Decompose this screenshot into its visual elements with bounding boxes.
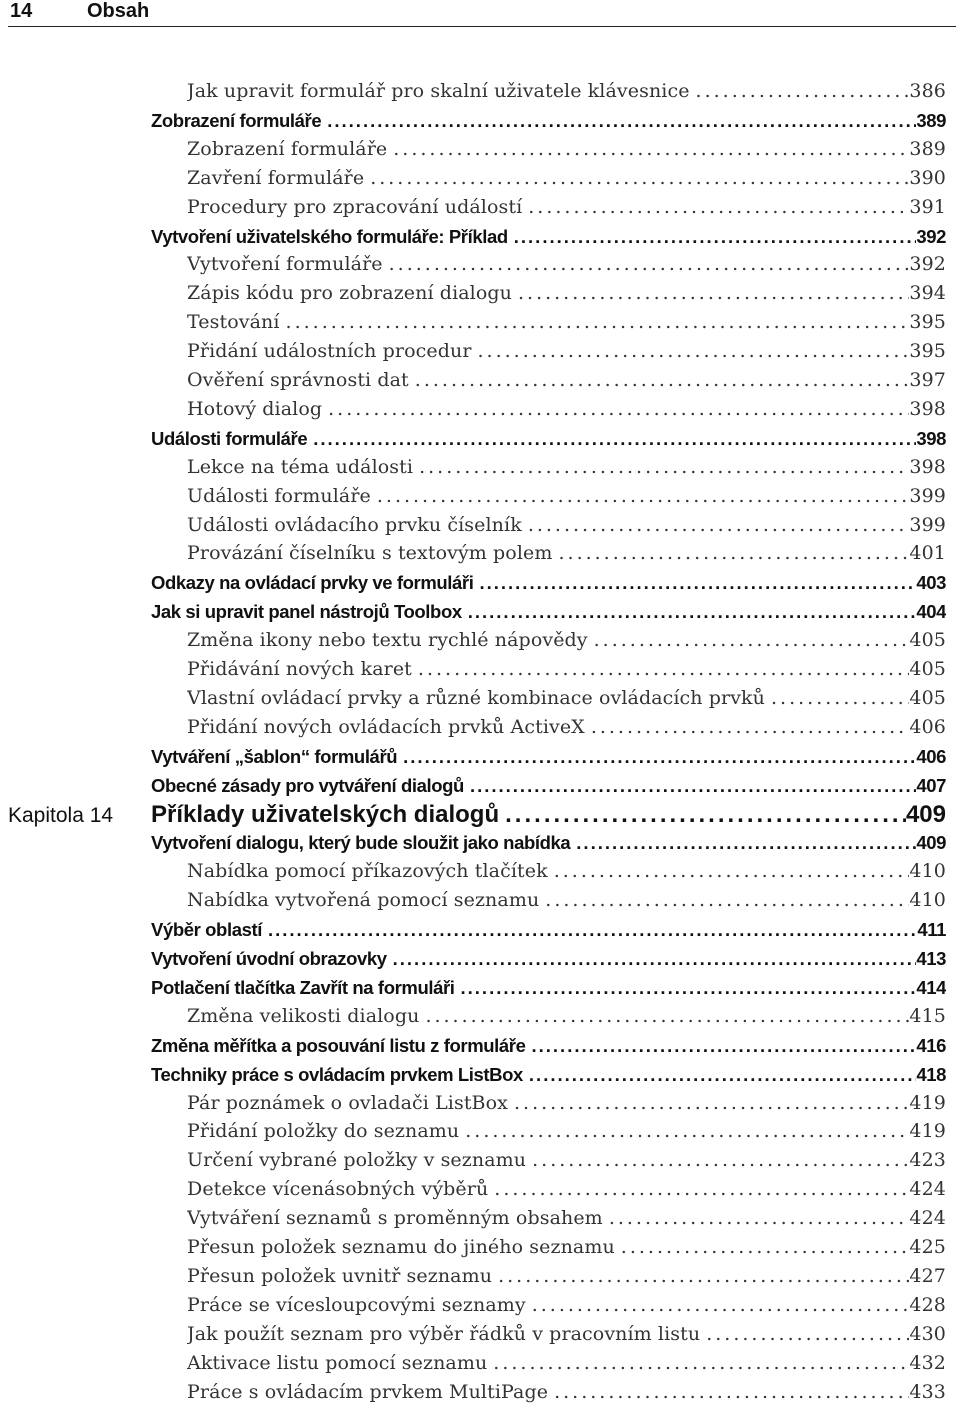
dot-leader — [478, 337, 910, 366]
dot-leader — [594, 626, 910, 655]
toc-entry-page: 411 — [917, 919, 946, 941]
dot-leader — [327, 106, 916, 135]
toc-subsection-row — [0, 1378, 960, 1407]
toc-entry[interactable] — [151, 944, 946, 973]
toc-subsection-row — [0, 77, 960, 106]
dot-leader — [313, 424, 916, 453]
toc-entry-title: Zobrazení formuláře — [151, 109, 322, 131]
toc-entry[interactable] — [187, 655, 946, 684]
toc-entry[interactable] — [151, 1060, 946, 1089]
toc-entry[interactable] — [187, 1089, 946, 1118]
dot-leader — [465, 1117, 909, 1146]
dot-leader — [514, 1089, 909, 1118]
toc-entry-page: 394 — [909, 282, 946, 305]
dot-leader — [425, 1002, 909, 1031]
toc-entry-title: Vytvoření úvodní obrazovky — [151, 948, 387, 969]
page-number: 14 — [10, 0, 33, 22]
toc-entry-page: 410 — [909, 889, 946, 912]
toc-entry-page: 428 — [909, 1293, 946, 1316]
dot-leader — [468, 597, 917, 626]
toc-entry[interactable] — [187, 1002, 946, 1031]
toc-subsection-row — [0, 1349, 960, 1378]
dot-leader — [554, 857, 910, 886]
toc-subsection-row — [0, 1233, 960, 1262]
toc-entry-page: 404 — [916, 601, 946, 623]
toc-entry-page: 409 — [905, 800, 946, 828]
toc-entry-page: 406 — [916, 745, 946, 767]
toc-entry-title: Zápis kódu pro zobrazení dialogu — [187, 282, 512, 305]
toc-entry-title: Detekce vícenásobných výběrů — [187, 1178, 489, 1201]
toc-entry-page: 392 — [916, 225, 946, 247]
toc-entry-page: 397 — [909, 369, 946, 391]
toc-entry-title: Vytvoření uživatelského formuláře: Příklad — [151, 225, 508, 247]
toc-subsection-row — [0, 366, 960, 395]
toc-entry-title: Změna velikosti dialogu — [187, 1004, 420, 1027]
toc-subsection-row — [0, 135, 960, 164]
toc-entry-title: Jak použít seznam pro výběr řádků v pracovním listu — [187, 1322, 701, 1345]
dot-leader — [328, 395, 909, 424]
toc-entry-page: 418 — [916, 1063, 946, 1085]
toc-entry-title: Nabídka pomocí příkazových tlačítek — [187, 860, 548, 883]
toc-entry-title: Události formuláře — [187, 484, 371, 507]
toc-entry-page: 419 — [909, 1091, 946, 1114]
toc-subsection-row — [0, 164, 960, 193]
toc-entry-title: Ověření správnosti dat — [187, 369, 409, 391]
dot-leader — [498, 1262, 909, 1291]
toc-entry[interactable] — [187, 1117, 946, 1146]
dot-leader — [377, 482, 910, 511]
toc-subsection-row — [0, 1262, 960, 1291]
toc-subsection-row — [0, 511, 960, 540]
header-rule — [8, 26, 956, 27]
toc-subsection-row — [0, 1204, 960, 1233]
toc-entry-page: 405 — [909, 658, 946, 680]
toc-entry[interactable] — [151, 106, 946, 135]
toc-entry-title: Odkazy na ovládací prvky ve formuláři — [151, 572, 474, 594]
dot-leader — [529, 1060, 916, 1089]
toc-entry[interactable] — [187, 511, 946, 540]
toc-entry[interactable] — [151, 915, 946, 944]
toc-entry-page: 395 — [909, 340, 946, 363]
toc-section-row — [0, 771, 960, 800]
toc-entry[interactable] — [187, 857, 946, 886]
toc-entry-page: 407 — [916, 774, 946, 796]
toc-entry[interactable] — [151, 742, 946, 771]
toc-entry[interactable] — [151, 222, 946, 251]
toc-chapter-row — [0, 800, 960, 829]
toc-subsection-row — [0, 655, 960, 684]
toc-entry[interactable] — [187, 77, 946, 106]
toc-entry-page: 410 — [909, 860, 946, 883]
toc-entry[interactable] — [187, 308, 946, 337]
toc-entry-page: 425 — [909, 1236, 946, 1258]
dot-leader — [415, 366, 910, 395]
toc-entry[interactable] — [187, 539, 946, 568]
dot-leader — [461, 973, 917, 1002]
toc-subsection-row — [0, 453, 960, 482]
toc-entry[interactable] — [187, 250, 946, 279]
toc-entry[interactable] — [187, 135, 946, 164]
toc-entry[interactable] — [187, 1146, 946, 1175]
dot-leader — [696, 77, 910, 106]
toc-entry-page: 395 — [909, 311, 946, 334]
toc-entry-page: 386 — [909, 80, 946, 102]
dot-leader — [771, 684, 909, 713]
toc-entry-page: 427 — [909, 1264, 946, 1287]
toc-section-row — [0, 424, 960, 453]
toc-entry-title: Události formuláře — [151, 427, 308, 449]
toc-entry-title: Přidávání nových karet — [187, 658, 412, 680]
toc-entry-page: 399 — [909, 513, 946, 536]
toc-entry-title: Lekce na téma události — [187, 455, 414, 478]
dot-leader — [419, 453, 909, 482]
toc-section-row — [0, 973, 960, 1002]
toc-entry-page: 405 — [909, 686, 946, 709]
toc-entry[interactable] — [151, 771, 946, 800]
dot-leader — [505, 800, 906, 829]
toc-entry[interactable] — [151, 973, 946, 1002]
dot-leader — [268, 915, 917, 944]
toc-entry-page: 424 — [909, 1207, 946, 1230]
toc-entry[interactable] — [187, 886, 946, 915]
toc-entry-title: Hotový dialog — [187, 397, 323, 420]
dot-leader — [389, 250, 910, 279]
toc-entry-page: 403 — [916, 572, 946, 594]
toc-subsection-row — [0, 308, 960, 337]
toc-entry[interactable] — [187, 279, 946, 308]
dot-leader — [528, 193, 909, 222]
toc-entry-page: 406 — [909, 715, 946, 738]
dot-leader — [493, 1349, 909, 1378]
dot-leader — [576, 828, 916, 857]
toc-subsection-row — [0, 337, 960, 366]
toc-entry-page: 392 — [909, 253, 946, 276]
toc-entry-title: Práce se vícesloupcovými seznamy — [187, 1293, 526, 1316]
toc-entry[interactable] — [187, 1291, 946, 1320]
dot-leader — [532, 1291, 910, 1320]
toc-subsection-row — [0, 193, 960, 222]
toc-section-row — [0, 568, 960, 597]
toc-entry-page: 415 — [909, 1004, 946, 1027]
toc-entry-title: Příklady uživatelských dialogů — [151, 800, 500, 828]
toc-subsection-row — [0, 626, 960, 655]
toc-entry-page: 401 — [909, 542, 946, 565]
toc-entry-title: Testování — [187, 311, 280, 334]
toc-entry-page: 409 — [916, 832, 946, 854]
toc-entry-page: 414 — [916, 976, 946, 998]
dot-leader — [518, 279, 909, 308]
toc-entry-page: 423 — [909, 1149, 946, 1172]
toc-entry-title: Nabídka vytvořená pomocí seznamu — [187, 889, 540, 912]
dot-leader — [370, 164, 909, 193]
toc-entry-page: 419 — [909, 1120, 946, 1143]
toc-entry[interactable] — [187, 366, 946, 395]
dot-leader — [393, 135, 909, 164]
toc-entry-title: Změna měřítka a posouvání listu z formuláře — [151, 1034, 526, 1056]
toc-section-row — [0, 828, 960, 857]
toc-entry-title: Vytváření seznamů s proměnným obsahem — [187, 1207, 603, 1230]
toc-entry[interactable] — [187, 1233, 946, 1262]
toc-subsection-row — [0, 1002, 960, 1031]
dot-leader — [532, 1031, 917, 1060]
toc-subsection-row — [0, 1320, 960, 1349]
toc-section-row — [0, 106, 960, 135]
toc-entry-title: Pár poznámek o ovladači ListBox — [187, 1091, 508, 1114]
toc-subsection-row — [0, 395, 960, 424]
toc-entry[interactable] — [187, 453, 946, 482]
dot-leader — [706, 1320, 909, 1349]
toc-entry-title: Přidání nových ovládacích prvků ActiveX — [187, 715, 585, 738]
toc-entry[interactable] — [151, 568, 946, 597]
toc-entry-page: 390 — [909, 166, 946, 189]
toc-entry-title: Přidání událostních procedur — [187, 340, 472, 363]
toc-subsection-row — [0, 1146, 960, 1175]
toc-subsection-row — [0, 713, 960, 742]
toc-section-row — [0, 1060, 960, 1089]
toc-entry[interactable] — [151, 1031, 946, 1060]
dot-leader — [403, 742, 916, 771]
toc-entry-title: Aktivace listu pomocí seznamu — [187, 1351, 488, 1374]
toc-entry-title: Zobrazení formuláře — [187, 137, 388, 160]
toc-entry-title: Určení vybrané položky v seznamu — [187, 1149, 527, 1172]
toc-entry[interactable] — [187, 395, 946, 424]
toc-entry-title: Výběr oblastí — [151, 919, 262, 941]
toc-section-row — [0, 1031, 960, 1060]
section-title: Obsah — [87, 0, 150, 22]
toc-section-row — [0, 222, 960, 251]
toc-entry-page: 416 — [916, 1034, 946, 1056]
toc-entry[interactable] — [187, 193, 946, 222]
dot-leader — [558, 539, 909, 568]
dot-leader — [514, 222, 917, 251]
toc-entry-page: 398 — [909, 397, 946, 420]
toc-entry[interactable] — [187, 1175, 946, 1204]
toc-entry-title: Vlastní ovládací prvky a různé kombinace ovládacích prvků — [187, 686, 766, 709]
toc-entry-title: Zavření formuláře — [187, 166, 365, 189]
toc-entry[interactable] — [187, 164, 946, 193]
toc-subsection-row — [0, 1175, 960, 1204]
toc-subsection-row — [0, 279, 960, 308]
toc-section-row — [0, 742, 960, 771]
toc-entry-page: 433 — [909, 1380, 946, 1403]
dot-leader — [545, 886, 909, 915]
toc-entry-page: 424 — [909, 1178, 946, 1201]
toc-entry-page: 405 — [909, 629, 946, 652]
toc-entry-page: 432 — [909, 1351, 946, 1374]
toc-entry-page: 430 — [909, 1322, 946, 1345]
dot-leader — [470, 771, 916, 800]
toc-subsection-row — [0, 539, 960, 568]
toc-section-row — [0, 915, 960, 944]
toc-entry-title: Práce s ovládacím prvkem MultiPage — [187, 1380, 549, 1403]
toc-subsection-row — [0, 1117, 960, 1146]
toc-subsection-row — [0, 886, 960, 915]
toc-entry-title: Přesun položek seznamu do jiného seznamu — [187, 1236, 615, 1258]
toc-entry-page: 391 — [909, 195, 946, 218]
toc-entry-page: 399 — [909, 484, 946, 507]
dot-leader — [393, 944, 917, 973]
toc-entry-title: Vytvoření formuláře — [187, 253, 383, 276]
toc-entry-page: 398 — [909, 455, 946, 478]
dot-leader — [554, 1378, 909, 1407]
toc-entry-title: Vytváření „šablon“ formulářů — [151, 745, 398, 767]
toc-subsection-row — [0, 857, 960, 886]
toc-entry[interactable] — [151, 424, 946, 453]
toc-subsection-row — [0, 1089, 960, 1118]
toc-entry-page: 389 — [909, 137, 946, 160]
toc-entry[interactable] — [187, 626, 946, 655]
toc-entry[interactable] — [187, 684, 946, 713]
toc-entry-title: Jak upravit formulář pro skalní uživatele klávesnice — [187, 80, 690, 102]
toc-subsection-row — [0, 684, 960, 713]
toc-entry-title: Události ovládacího prvku číselník — [187, 513, 522, 536]
toc-entry[interactable] — [187, 1320, 946, 1349]
toc-entry-title: Procedury pro zpracování událostí — [187, 195, 523, 218]
toc-section-row — [0, 597, 960, 626]
dot-leader — [609, 1204, 910, 1233]
toc-entry-title: Provázání číselníku s textovým polem — [187, 542, 553, 565]
dot-leader — [532, 1146, 909, 1175]
page-header — [8, 0, 956, 30]
toc-entry-title: Potlačení tlačítka Zavřít na formuláři — [151, 976, 455, 998]
toc-entry-title: Obecné zásady pro vytváření dialogů — [151, 774, 464, 796]
toc-entry[interactable] — [187, 1204, 946, 1233]
toc-entry-title: Změna ikony nebo textu rychlé nápovědy — [187, 629, 588, 652]
toc-entry[interactable] — [187, 1349, 946, 1378]
toc-entry[interactable] — [187, 482, 946, 511]
toc-subsection-row — [0, 250, 960, 279]
dot-leader — [591, 713, 910, 742]
toc-entry[interactable] — [151, 828, 946, 857]
toc-entry-title: Přidání položky do seznamu — [187, 1120, 460, 1143]
chapter-label: Kapitola 14 — [8, 803, 114, 827]
dot-leader — [418, 655, 910, 684]
toc-entry-title: Vytvoření dialogu, který bude sloužit jako nabídka — [151, 832, 571, 854]
toc-subsection-row — [0, 1291, 960, 1320]
toc-subsection-row — [0, 482, 960, 511]
dot-leader — [621, 1233, 910, 1262]
toc-entry[interactable] — [187, 1262, 946, 1291]
toc-entry-title: Jak si upravit panel nástrojů Toolbox — [151, 601, 462, 623]
dot-leader — [528, 511, 910, 540]
toc-entry-title: Přesun položek uvnitř seznamu — [187, 1264, 493, 1287]
toc-entry-title: Techniky práce s ovládacím prvkem ListBox — [151, 1063, 523, 1085]
toc-entry-page: 389 — [916, 109, 946, 131]
toc-entry[interactable] — [187, 713, 946, 742]
toc-entry[interactable] — [187, 337, 946, 366]
toc-entry-page: 398 — [916, 427, 946, 449]
dot-leader — [494, 1175, 909, 1204]
toc-entry[interactable] — [187, 1378, 946, 1407]
dot-leader — [286, 308, 910, 337]
toc-section-row — [0, 944, 960, 973]
toc-entry[interactable] — [151, 800, 946, 829]
dot-leader — [479, 568, 916, 597]
toc-entry-page: 413 — [916, 948, 946, 969]
toc-entry[interactable] — [151, 597, 946, 626]
